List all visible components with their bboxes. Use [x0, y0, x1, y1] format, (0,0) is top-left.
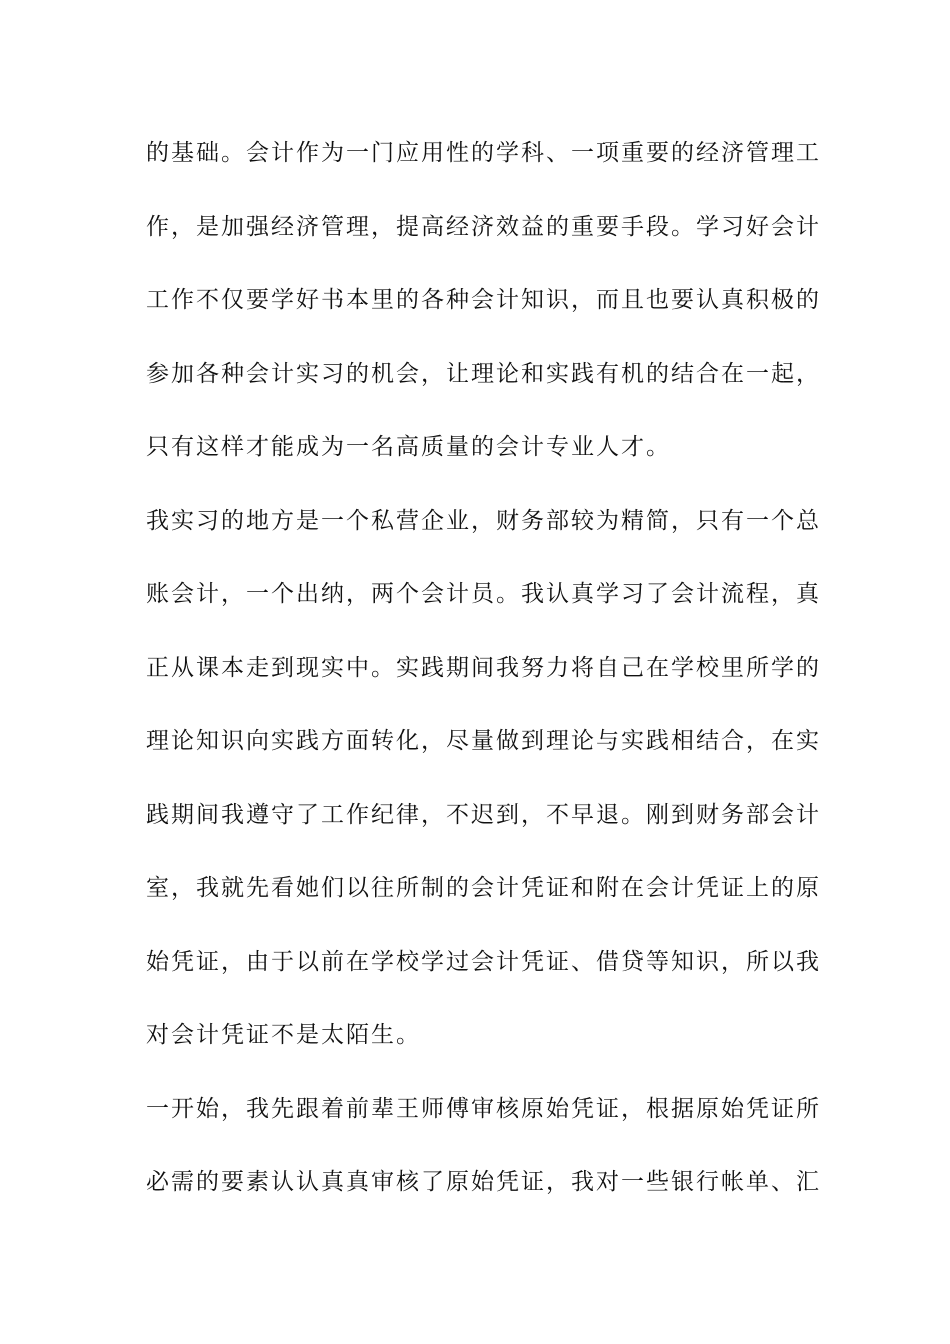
text-line: 践期间我遵守了工作纪律，不迟到，不早退。刚到财务部会计 — [146, 801, 821, 828]
text-line: 作，是加强经济管理，提高经济效益的重要手段。学习好会计 — [146, 213, 821, 240]
text-line: 必需的要素认认真真审核了原始凭证，我对一些银行帐单、汇 — [146, 1169, 821, 1195]
text-line: 只有这样才能成为一名高质量的会计专业人才。 — [146, 434, 671, 460]
text-line: 参加各种会计实习的机会，让理论和实践有机的结合在一起， — [146, 360, 821, 387]
document-body — [146, 128, 821, 1231]
paragraph-3 — [146, 1084, 821, 1231]
text-line: 我实习的地方是一个私营企业，财务部较为精简，只有一个总 — [146, 507, 821, 534]
text-line: 始凭证，由于以前在学校学过会计凭证、借贷等知识，所以我 — [146, 948, 821, 975]
paragraph-1 — [146, 128, 821, 496]
text-line: 对会计凭证不是太陌生。 — [146, 1022, 421, 1048]
text-line: 工作不仅要学好书本里的各种会计知识，而且也要认真积极的 — [146, 287, 821, 313]
text-line: 理论知识向实践方面转化，尽量做到理论与实践相结合，在实 — [146, 728, 821, 754]
text-line: 账会计，一个出纳，两个会计员。我认真学习了会计流程，真 — [146, 581, 821, 607]
text-line: 的基础。会计作为一门应用性的学科、一项重要的经济管理工 — [146, 140, 821, 166]
text-line: 一开始，我先跟着前辈王师傅审核原始凭证，根据原始凭证所 — [146, 1095, 821, 1122]
text-line: 正从课本走到现实中。实践期间我努力将自己在学校里所学的 — [146, 654, 821, 681]
paragraph-2 — [146, 496, 821, 1084]
text-line: 室，我就先看她们以往所制的会计凭证和附在会计凭证上的原 — [146, 875, 821, 901]
